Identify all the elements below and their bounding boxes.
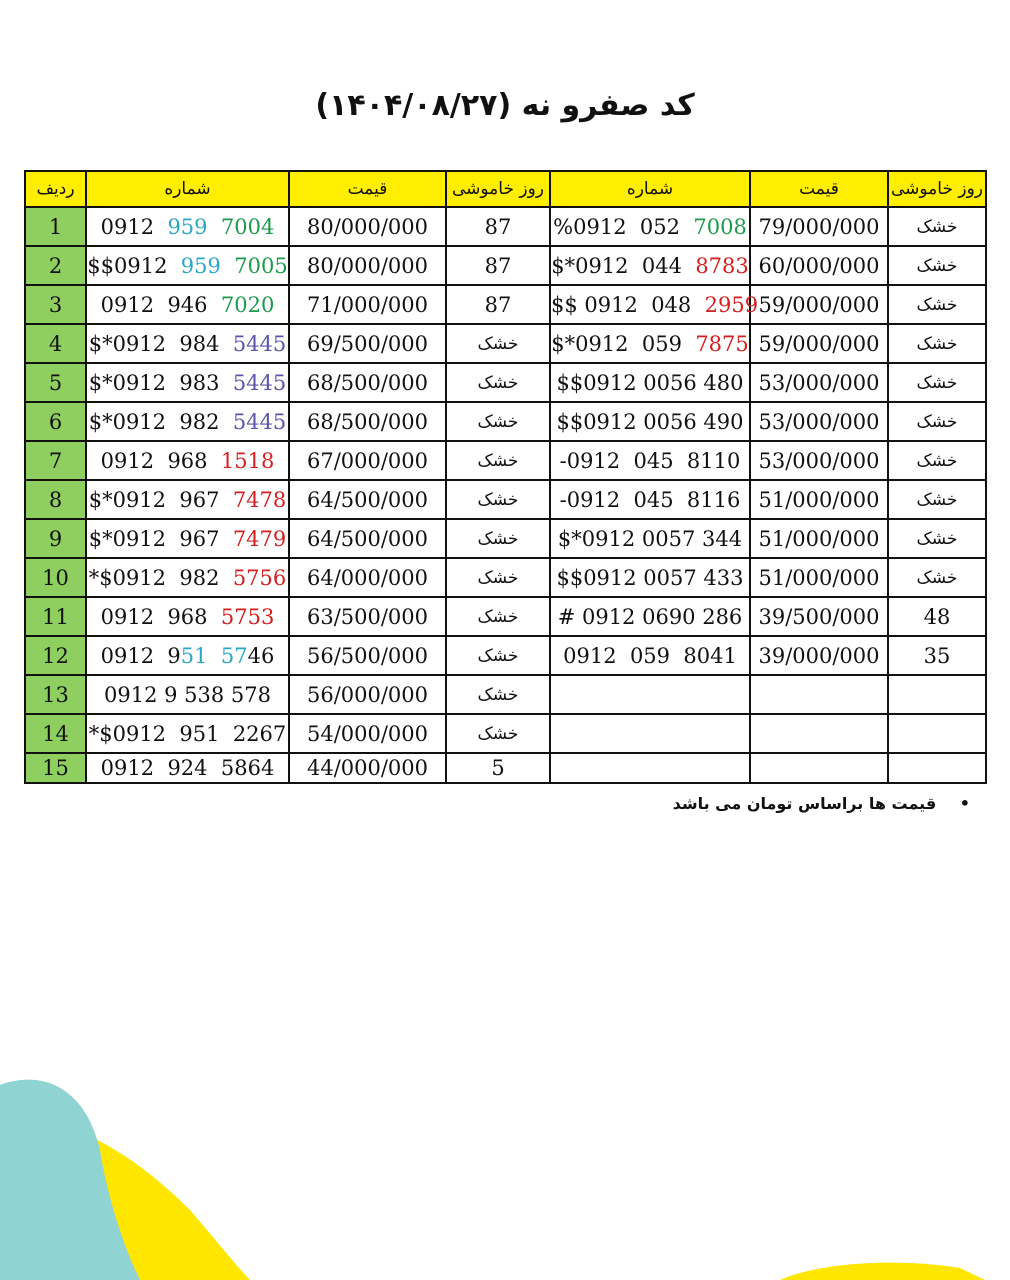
header-price-right: قیمت: [750, 171, 888, 207]
table-row: [25, 558, 986, 597]
left-price: 64/000/000: [289, 558, 446, 597]
left-price: 56/000/000: [289, 675, 446, 714]
right-off-days: خشک: [888, 480, 986, 519]
number-segment: $*0912 967: [88, 487, 233, 512]
number-segment: 959: [180, 253, 221, 278]
right-phone-number: [550, 675, 750, 714]
left-phone-number: [86, 675, 289, 714]
right-price: 51/000/000: [750, 558, 888, 597]
left-phone-number: [86, 324, 289, 363]
right-price: 59/000/000: [750, 285, 888, 324]
header-price-left: قیمت: [289, 171, 446, 207]
row-index: 11: [25, 597, 86, 636]
left-phone-number: [86, 753, 289, 783]
right-off-days: خشک: [888, 207, 986, 246]
number-segment: $*0912 983: [88, 370, 233, 395]
left-off-days: 87: [446, 246, 550, 285]
row-index: 1: [25, 207, 86, 246]
right-phone-number: [550, 441, 750, 480]
number-segment: 2959: [704, 292, 759, 317]
number-segment: 7478: [232, 487, 287, 512]
number-segment: # 0912 0690 286: [557, 604, 743, 629]
row-index: 8: [25, 480, 86, 519]
table-row: [25, 363, 986, 402]
number-segment: $*0912 044: [551, 253, 696, 278]
right-off-days: خشک: [888, 558, 986, 597]
right-off-days: خشک: [888, 363, 986, 402]
number-segment: $$0912: [87, 253, 181, 278]
number-segment: 5756: [232, 565, 287, 590]
header-off-days-right: روز خاموشی: [888, 171, 986, 207]
number-segment: 0912 968: [100, 604, 221, 629]
number-segment: 7875: [695, 331, 749, 356]
page-title: کد صفرو نه (۱۴۰۴/۰۸/۲۷): [315, 88, 695, 123]
left-off-days: خشک: [446, 480, 550, 519]
right-price: 51/000/000: [750, 480, 888, 519]
right-off-days: خشک: [888, 402, 986, 441]
right-off-days: خشک: [888, 441, 986, 480]
table-row: [25, 675, 986, 714]
number-segment: *$0912 951 2267: [88, 721, 287, 746]
left-price: 67/000/000: [289, 441, 446, 480]
row-index: 6: [25, 402, 86, 441]
left-off-days: 5: [446, 753, 550, 783]
header-off-days-left: روز خاموشی: [446, 171, 550, 207]
row-index: 10: [25, 558, 86, 597]
right-price: 39/500/000: [750, 597, 888, 636]
right-off-days: [888, 714, 986, 753]
table-row: [25, 753, 986, 783]
left-phone-number: [86, 636, 289, 675]
left-price: 80/000/000: [289, 207, 446, 246]
right-phone-number: [550, 480, 750, 519]
right-price: 53/000/000: [750, 363, 888, 402]
number-segment: %0912 052: [553, 214, 694, 239]
row-index: 12: [25, 636, 86, 675]
number-segment: 1518: [220, 448, 275, 473]
number-segment: 0912 9 538 578: [104, 682, 271, 707]
right-price: 53/000/000: [750, 441, 888, 480]
left-off-days: خشک: [446, 636, 550, 675]
left-phone-number: [86, 558, 289, 597]
number-segment: 7479: [232, 526, 287, 551]
table-row: [25, 714, 986, 753]
right-off-days: 48: [888, 597, 986, 636]
left-price: 64/500/000: [289, 480, 446, 519]
left-phone-number: [86, 246, 289, 285]
right-off-days: خشک: [888, 324, 986, 363]
number-segment: 959: [167, 214, 208, 239]
row-index: 5: [25, 363, 86, 402]
table-row: [25, 285, 986, 324]
right-price: [750, 753, 888, 783]
left-price: 80/000/000: [289, 246, 446, 285]
left-price: 69/500/000: [289, 324, 446, 363]
right-phone-number: [550, 597, 750, 636]
left-price: 68/500/000: [289, 363, 446, 402]
left-price: 64/500/000: [289, 519, 446, 558]
table-row: [25, 402, 986, 441]
right-phone-number: [550, 324, 750, 363]
left-price: 68/500/000: [289, 402, 446, 441]
number-segment: $$0912 0057 433: [556, 565, 744, 590]
left-phone-number: [86, 285, 289, 324]
number-segment: 7020: [220, 292, 275, 317]
table-row: [25, 207, 986, 246]
table-body: [25, 207, 986, 783]
header-number-right: شماره: [550, 171, 750, 207]
number-segment: $*0912 984: [88, 331, 233, 356]
right-price: 51/000/000: [750, 519, 888, 558]
right-off-days: خشک: [888, 519, 986, 558]
number-segment: $*0912 967: [88, 526, 233, 551]
left-off-days: خشک: [446, 675, 550, 714]
left-phone-number: [86, 480, 289, 519]
left-price: 56/500/000: [289, 636, 446, 675]
note-text: قیمت ها براساس تومان می باشد: [672, 794, 937, 813]
right-phone-number: [550, 519, 750, 558]
left-off-days: خشک: [446, 402, 550, 441]
right-price: 59/000/000: [750, 324, 888, 363]
right-phone-number: [550, 558, 750, 597]
number-segment: 5445: [232, 370, 287, 395]
table-row: [25, 324, 986, 363]
left-off-days: خشک: [446, 597, 550, 636]
number-segment: $*0912 982: [88, 409, 233, 434]
number-segment: 51: [180, 643, 208, 668]
row-index: 3: [25, 285, 86, 324]
left-off-days: خشک: [446, 519, 550, 558]
left-off-days: خشک: [446, 558, 550, 597]
number-segment: 0912 968: [100, 448, 221, 473]
right-price: 79/000/000: [750, 207, 888, 246]
number-segment: 7004: [220, 214, 275, 239]
number-segment: 7005: [234, 253, 288, 278]
right-price: 53/000/000: [750, 402, 888, 441]
left-phone-number: [86, 519, 289, 558]
right-price: [750, 675, 888, 714]
table-row: [25, 636, 986, 675]
left-off-days: خشک: [446, 441, 550, 480]
price-note: [673, 794, 970, 813]
price-table: [24, 170, 987, 784]
yellow-corner-shape: [780, 1263, 985, 1280]
header-row: [25, 171, 986, 207]
left-price: 63/500/000: [289, 597, 446, 636]
row-index: 9: [25, 519, 86, 558]
number-segment: -0912 045 8116: [559, 487, 741, 512]
right-price: [750, 714, 888, 753]
right-phone-number: [550, 753, 750, 783]
number-segment: 0912: [100, 214, 168, 239]
number-segment: 5753: [220, 604, 275, 629]
number-segment: 0912 946: [100, 292, 221, 317]
right-phone-number: [550, 285, 759, 324]
left-off-days: 87: [446, 207, 550, 246]
left-off-days: خشک: [446, 324, 550, 363]
note-bullet: •: [959, 794, 970, 813]
left-price: 71/000/000: [289, 285, 446, 324]
number-segment: 8783: [695, 253, 749, 278]
left-phone-number: [86, 597, 289, 636]
number-segment: 46: [247, 643, 275, 668]
row-index: 13: [25, 675, 86, 714]
left-off-days: خشک: [446, 363, 550, 402]
left-phone-number: [86, 402, 289, 441]
number-segment: 5445: [232, 331, 287, 356]
left-price: 44/000/000: [289, 753, 446, 783]
row-index: 7: [25, 441, 86, 480]
header-number-left: شماره: [86, 171, 289, 207]
left-phone-number: [86, 714, 289, 753]
right-phone-number: [550, 402, 750, 441]
right-off-days: خشک: [888, 246, 986, 285]
number-segment: [208, 644, 221, 668]
right-phone-number: [550, 246, 750, 285]
table-row: [25, 441, 986, 480]
number-segment: [208, 215, 221, 239]
number-segment: 0912 9: [100, 643, 181, 668]
row-index: 2: [25, 246, 86, 285]
number-segment: [221, 254, 234, 278]
number-segment: 5445: [232, 409, 287, 434]
number-segment: 7008: [693, 214, 747, 239]
left-phone-number: [86, 441, 289, 480]
header-index: ردیف: [25, 171, 86, 207]
number-segment: *$0912 982: [88, 565, 233, 590]
left-off-days: خشک: [446, 714, 550, 753]
number-segment: $$ 0912 048: [551, 292, 705, 317]
table-row: [25, 519, 986, 558]
number-segment: $$0912 0056 490: [556, 409, 744, 434]
number-segment: $*0912 059: [551, 331, 696, 356]
table-row: [25, 480, 986, 519]
right-phone-number: [550, 207, 750, 246]
number-segment: -0912 045 8110: [559, 448, 741, 473]
number-segment: $*0912 0057 344: [557, 526, 743, 551]
table-row: [25, 597, 986, 636]
right-phone-number: [550, 714, 750, 753]
number-segment: 57: [220, 643, 248, 668]
left-price: 54/000/000: [289, 714, 446, 753]
number-segment: $$0912 0056 480: [556, 370, 744, 395]
right-off-days: [888, 675, 986, 714]
right-price: 39/000/000: [750, 636, 888, 675]
row-index: 14: [25, 714, 86, 753]
right-off-days: [888, 753, 986, 783]
row-index: 4: [25, 324, 86, 363]
number-segment: 0912 059 8041: [563, 643, 737, 668]
right-off-days: خشک: [888, 285, 986, 324]
right-phone-number: [550, 363, 750, 402]
left-off-days: 87: [446, 285, 550, 324]
left-phone-number: [86, 207, 289, 246]
right-off-days: 35: [888, 636, 986, 675]
right-price: 60/000/000: [750, 246, 888, 285]
left-phone-number: [86, 363, 289, 402]
right-phone-number: [550, 636, 750, 675]
row-index: 15: [25, 753, 86, 783]
number-segment: 0912 924 5864: [100, 756, 275, 780]
table-row: [25, 246, 986, 285]
